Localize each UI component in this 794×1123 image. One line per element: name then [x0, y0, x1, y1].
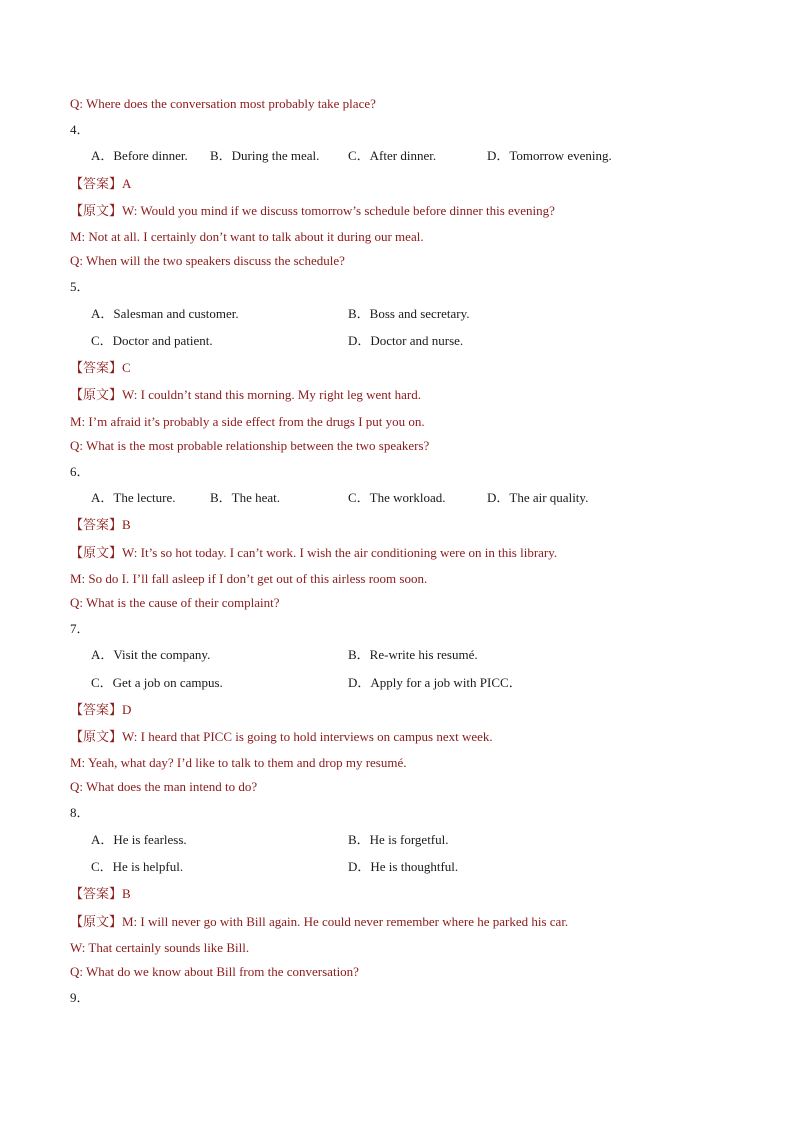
q6-answer: 【答案】B — [70, 517, 131, 532]
q5-question: Q: What is the most probable relationship between the two speakers? — [70, 438, 430, 453]
q5-option-d: D．Doctor and nurse. — [348, 333, 464, 348]
q4-transcript-line-1: 【原文】W: Would you mind if we discuss tomorrow’s schedule before dinner this evening? — [70, 203, 555, 218]
q5-transcript-line-1: 【原文】W: I couldn’t stand this morning. My right leg went hard. — [70, 387, 421, 402]
q6-question: Q: What is the cause of their complaint? — [70, 595, 280, 610]
q6-option-c: C．The workload. — [348, 490, 446, 505]
q8-transcript-line-2: W: That certainly sounds like Bill. — [70, 940, 250, 955]
q7-question: Q: What does the man intend to do? — [70, 779, 258, 794]
q8-option-c: C．He is helpful. — [91, 859, 184, 874]
q7-option-b: B．Re-write his resumé. — [348, 647, 478, 662]
q3-question: Q: Where does the conversation most probably take place? — [70, 96, 376, 111]
item-number-5: 5． — [70, 279, 90, 294]
q7-answer: 【答案】D — [70, 702, 132, 717]
q8-option-d: D．He is thoughtful. — [348, 859, 459, 874]
q6-transcript-line-2: M: So do I. I’ll fall asleep if I don’t get out of this airless room soon. — [70, 571, 428, 586]
q6-transcript-line-1: 【原文】W: It’s so hot today. I can’t work. I wish the air conditioning were on in this library. — [70, 545, 558, 560]
q5-option-c: C．Doctor and patient. — [91, 333, 213, 348]
q6-option-b: B．The heat. — [210, 490, 281, 505]
q5-option-a: A．Salesman and customer. — [91, 306, 239, 321]
item-number-7: 7． — [70, 621, 90, 636]
item-number-6: 6． — [70, 464, 90, 479]
q4-option-b: B．During the meal. — [210, 148, 320, 163]
q8-option-b: B．He is forgetful. — [348, 832, 449, 847]
q5-transcript-line-2: M: I’m afraid it’s probably a side effect from the drugs I put you on. — [70, 414, 425, 429]
q4-question: Q: When will the two speakers discuss the schedule? — [70, 253, 345, 268]
q8-question: Q: What do we know about Bill from the conversation? — [70, 964, 359, 979]
q7-transcript-line-1: 【原文】W: I heard that PICC is going to hold interviews on campus next week. — [70, 729, 493, 744]
item-number-4: 4． — [70, 122, 90, 137]
q7-option-d: D．Apply for a job with PICC． — [348, 675, 522, 690]
q6-option-d: D．The air quality. — [487, 490, 589, 505]
q5-answer: 【答案】C — [70, 360, 131, 375]
q4-answer: 【答案】A — [70, 176, 132, 191]
q7-transcript-line-2: M: Yeah, what day? I’d like to talk to them and drop my resumé. — [70, 755, 407, 770]
q6-option-a: A．The lecture. — [91, 490, 176, 505]
q4-option-d: D．Tomorrow evening. — [487, 148, 612, 163]
q8-transcript-line-1: 【原文】M: I will never go with Bill again. He could never remember where he parked his car. — [70, 914, 569, 929]
q8-answer: 【答案】B — [70, 886, 131, 901]
q4-option-c: C．After dinner. — [348, 148, 437, 163]
item-number-8: 8． — [70, 805, 90, 820]
item-number-9: 9． — [70, 990, 90, 1005]
q8-option-a: A．He is fearless. — [91, 832, 187, 847]
q7-option-c: C．Get a job on campus. — [91, 675, 223, 690]
q4-option-a: A．Before dinner. — [91, 148, 188, 163]
q7-option-a: A．Visit the company. — [91, 647, 211, 662]
q5-option-b: B．Boss and secretary. — [348, 306, 470, 321]
q4-transcript-line-2: M: Not at all. I certainly don’t want to talk about it during our meal. — [70, 229, 424, 244]
